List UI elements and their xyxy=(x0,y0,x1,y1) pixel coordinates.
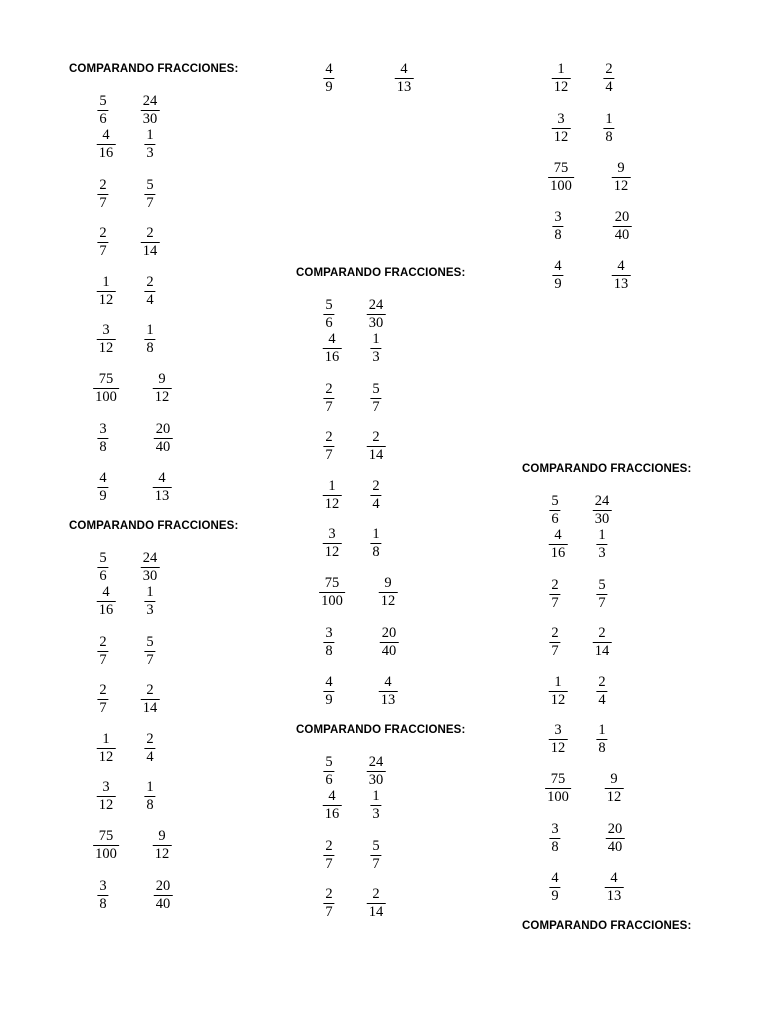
fraction xyxy=(552,112,571,145)
fraction xyxy=(97,879,108,912)
numerator: 1 xyxy=(557,61,565,77)
fraction xyxy=(141,94,160,127)
denominator: 30 xyxy=(142,568,158,584)
denominator: 13 xyxy=(154,488,170,504)
denominator: 8 xyxy=(146,797,154,813)
fraction xyxy=(549,723,568,756)
fraction xyxy=(144,585,155,618)
fraction xyxy=(323,479,342,512)
numerator: 5 xyxy=(598,577,606,593)
numerator: 2 xyxy=(99,177,107,193)
numerator: 75 xyxy=(553,160,569,176)
denominator: 6 xyxy=(99,111,107,127)
numerator: 1 xyxy=(605,111,613,127)
numerator: 4 xyxy=(99,470,107,486)
denominator: 16 xyxy=(324,806,340,822)
denominator: 16 xyxy=(324,349,340,365)
fraction xyxy=(603,112,614,145)
fraction xyxy=(97,683,108,716)
fraction xyxy=(141,683,160,716)
denominator: 14 xyxy=(142,700,158,716)
numerator: 2 xyxy=(372,478,380,494)
denominator: 8 xyxy=(325,643,333,659)
fraction xyxy=(323,839,334,872)
numerator: 2 xyxy=(598,674,606,690)
denominator: 30 xyxy=(368,772,384,788)
fraction xyxy=(154,422,173,455)
denominator: 12 xyxy=(550,692,566,708)
denominator: 12 xyxy=(154,389,170,405)
numerator: 2 xyxy=(146,225,154,241)
numerator: 5 xyxy=(325,754,333,770)
fraction xyxy=(605,871,624,904)
denominator: 3 xyxy=(146,602,154,618)
numerator: 4 xyxy=(617,258,625,274)
numerator: 75 xyxy=(550,771,566,787)
fraction xyxy=(144,275,155,308)
fraction xyxy=(549,822,560,855)
denominator: 7 xyxy=(99,195,107,211)
denominator: 9 xyxy=(325,79,333,95)
numerator: 5 xyxy=(551,493,559,509)
denominator: 3 xyxy=(372,349,380,365)
fraction xyxy=(323,675,334,708)
numerator: 3 xyxy=(325,625,333,641)
fraction xyxy=(97,780,116,813)
denominator: 7 xyxy=(99,700,107,716)
denominator: 12 xyxy=(613,178,629,194)
numerator: 3 xyxy=(99,878,107,894)
numerator: 2 xyxy=(325,838,333,854)
fraction xyxy=(552,62,571,95)
numerator: 1 xyxy=(372,526,380,542)
denominator: 9 xyxy=(551,888,559,904)
denominator: 6 xyxy=(325,772,333,788)
denominator: 14 xyxy=(368,447,384,463)
fraction xyxy=(593,494,612,527)
numerator: 3 xyxy=(102,779,110,795)
denominator: 30 xyxy=(142,111,158,127)
denominator: 7 xyxy=(99,652,107,668)
denominator: 40 xyxy=(155,439,171,455)
numerator: 2 xyxy=(325,429,333,445)
denominator: 30 xyxy=(594,511,610,527)
fraction xyxy=(367,430,386,463)
numerator: 1 xyxy=(146,779,154,795)
numerator: 9 xyxy=(610,771,618,787)
denominator: 100 xyxy=(95,846,117,862)
denominator: 14 xyxy=(594,643,610,659)
fraction xyxy=(323,430,334,463)
denominator: 12 xyxy=(606,789,622,805)
denominator: 9 xyxy=(325,692,333,708)
fraction xyxy=(367,755,386,788)
numerator: 20 xyxy=(155,421,171,437)
numerator: 2 xyxy=(325,886,333,902)
numerator: 75 xyxy=(98,828,114,844)
numerator: 2 xyxy=(146,731,154,747)
fraction xyxy=(144,128,155,161)
worksheet-heading: COMPARANDO FRACCIONES: xyxy=(296,267,466,279)
numerator: 1 xyxy=(598,722,606,738)
numerator: 4 xyxy=(551,870,559,886)
numerator: 24 xyxy=(142,550,158,566)
fraction xyxy=(370,527,381,560)
numerator: 24 xyxy=(142,93,158,109)
fraction xyxy=(323,382,334,415)
numerator: 20 xyxy=(155,878,171,894)
fraction xyxy=(370,789,381,822)
fraction xyxy=(154,879,173,912)
fraction xyxy=(370,479,381,512)
denominator: 40 xyxy=(607,839,623,855)
numerator: 1 xyxy=(328,478,336,494)
fraction xyxy=(144,732,155,765)
fraction xyxy=(141,551,160,584)
fraction xyxy=(97,551,108,584)
fraction xyxy=(552,259,563,292)
numerator: 2 xyxy=(146,274,154,290)
fraction xyxy=(323,887,334,920)
fraction xyxy=(97,323,116,356)
numerator: 4 xyxy=(102,127,110,143)
worksheet-heading: COMPARANDO FRACCIONES: xyxy=(296,724,466,736)
denominator: 100 xyxy=(321,593,343,609)
numerator: 5 xyxy=(325,297,333,313)
fraction xyxy=(596,578,607,611)
numerator: 3 xyxy=(554,209,562,225)
denominator: 14 xyxy=(142,243,158,259)
denominator: 16 xyxy=(98,145,114,161)
numerator: 5 xyxy=(99,550,107,566)
denominator: 7 xyxy=(598,595,606,611)
denominator: 7 xyxy=(325,447,333,463)
fraction xyxy=(323,527,342,560)
numerator: 4 xyxy=(102,584,110,600)
fraction xyxy=(605,772,624,805)
denominator: 16 xyxy=(550,545,566,561)
denominator: 30 xyxy=(368,315,384,331)
denominator: 100 xyxy=(547,789,569,805)
numerator: 24 xyxy=(594,493,610,509)
denominator: 8 xyxy=(99,439,107,455)
numerator: 3 xyxy=(551,821,559,837)
denominator: 3 xyxy=(598,545,606,561)
fraction xyxy=(370,839,381,872)
numerator: 2 xyxy=(99,682,107,698)
fraction xyxy=(380,626,399,659)
fraction xyxy=(97,732,116,765)
numerator: 24 xyxy=(368,297,384,313)
fraction xyxy=(93,372,119,405)
fraction xyxy=(144,635,155,668)
denominator: 9 xyxy=(554,276,562,292)
numerator: 1 xyxy=(146,584,154,600)
denominator: 13 xyxy=(613,276,629,292)
fraction xyxy=(97,275,116,308)
denominator: 40 xyxy=(155,896,171,912)
denominator: 4 xyxy=(146,749,154,765)
denominator: 12 xyxy=(324,544,340,560)
numerator: 4 xyxy=(158,470,166,486)
fraction xyxy=(549,675,568,708)
numerator: 2 xyxy=(99,225,107,241)
numerator: 75 xyxy=(324,575,340,591)
fraction xyxy=(97,226,108,259)
fraction xyxy=(596,723,607,756)
fraction xyxy=(549,578,560,611)
fraction xyxy=(548,161,574,194)
denominator: 8 xyxy=(372,544,380,560)
fraction xyxy=(97,585,116,618)
denominator: 8 xyxy=(554,227,562,243)
fraction xyxy=(323,332,342,365)
denominator: 7 xyxy=(372,856,380,872)
denominator: 6 xyxy=(551,511,559,527)
denominator: 12 xyxy=(380,593,396,609)
denominator: 7 xyxy=(146,195,154,211)
numerator: 3 xyxy=(554,722,562,738)
numerator: 4 xyxy=(325,61,333,77)
fraction xyxy=(97,94,108,127)
fraction xyxy=(367,298,386,331)
denominator: 40 xyxy=(614,227,630,243)
numerator: 9 xyxy=(158,371,166,387)
numerator: 2 xyxy=(146,682,154,698)
numerator: 4 xyxy=(554,258,562,274)
numerator: 3 xyxy=(557,111,565,127)
fraction xyxy=(144,780,155,813)
denominator: 16 xyxy=(98,602,114,618)
numerator: 5 xyxy=(146,634,154,650)
numerator: 2 xyxy=(551,577,559,593)
numerator: 3 xyxy=(102,322,110,338)
fraction xyxy=(613,210,632,243)
numerator: 3 xyxy=(99,421,107,437)
fraction xyxy=(153,372,172,405)
denominator: 7 xyxy=(325,904,333,920)
numerator: 4 xyxy=(610,870,618,886)
fraction xyxy=(97,471,108,504)
fraction xyxy=(596,675,607,708)
fraction xyxy=(552,210,563,243)
numerator: 9 xyxy=(617,160,625,176)
numerator: 9 xyxy=(158,828,166,844)
fraction xyxy=(549,494,560,527)
fraction xyxy=(606,822,625,855)
fraction xyxy=(153,829,172,862)
numerator: 4 xyxy=(400,61,408,77)
denominator: 13 xyxy=(396,79,412,95)
numerator: 5 xyxy=(99,93,107,109)
numerator: 1 xyxy=(146,127,154,143)
numerator: 2 xyxy=(551,625,559,641)
numerator: 4 xyxy=(328,331,336,347)
numerator: 5 xyxy=(372,381,380,397)
fraction xyxy=(323,626,334,659)
numerator: 4 xyxy=(554,527,562,543)
numerator: 75 xyxy=(98,371,114,387)
fraction xyxy=(319,576,345,609)
numerator: 1 xyxy=(554,674,562,690)
fraction xyxy=(549,626,560,659)
denominator: 8 xyxy=(605,129,613,145)
denominator: 12 xyxy=(553,79,569,95)
fraction xyxy=(367,887,386,920)
denominator: 7 xyxy=(551,595,559,611)
fraction xyxy=(97,422,108,455)
denominator: 100 xyxy=(95,389,117,405)
fraction xyxy=(370,332,381,365)
fraction xyxy=(549,528,568,561)
denominator: 40 xyxy=(381,643,397,659)
denominator: 8 xyxy=(99,896,107,912)
worksheet-heading: COMPARANDO FRACCIONES: xyxy=(69,520,239,532)
numerator: 4 xyxy=(384,674,392,690)
numerator: 5 xyxy=(372,838,380,854)
denominator: 100 xyxy=(550,178,572,194)
fraction xyxy=(97,128,116,161)
denominator: 4 xyxy=(598,692,606,708)
fraction xyxy=(323,298,334,331)
denominator: 14 xyxy=(368,904,384,920)
fraction xyxy=(596,528,607,561)
numerator: 20 xyxy=(607,821,623,837)
denominator: 7 xyxy=(325,399,333,415)
numerator: 20 xyxy=(614,209,630,225)
fraction xyxy=(379,576,398,609)
numerator: 20 xyxy=(381,625,397,641)
denominator: 4 xyxy=(605,79,613,95)
fraction xyxy=(144,178,155,211)
fraction xyxy=(549,871,560,904)
fraction xyxy=(97,178,108,211)
denominator: 12 xyxy=(98,797,114,813)
numerator: 2 xyxy=(372,429,380,445)
worksheet-heading: COMPARANDO FRACCIONES: xyxy=(522,463,692,475)
numerator: 24 xyxy=(368,754,384,770)
denominator: 8 xyxy=(551,839,559,855)
numerator: 1 xyxy=(372,788,380,804)
fraction xyxy=(323,755,334,788)
denominator: 4 xyxy=(372,496,380,512)
numerator: 1 xyxy=(102,274,110,290)
numerator: 2 xyxy=(605,61,613,77)
fraction xyxy=(395,62,414,95)
denominator: 7 xyxy=(551,643,559,659)
denominator: 12 xyxy=(550,740,566,756)
denominator: 13 xyxy=(380,692,396,708)
denominator: 7 xyxy=(325,856,333,872)
fraction xyxy=(93,829,119,862)
numerator: 3 xyxy=(328,526,336,542)
fraction xyxy=(323,62,334,95)
fraction xyxy=(141,226,160,259)
numerator: 2 xyxy=(99,634,107,650)
denominator: 6 xyxy=(325,315,333,331)
denominator: 12 xyxy=(324,496,340,512)
denominator: 6 xyxy=(99,568,107,584)
denominator: 7 xyxy=(146,652,154,668)
fraction xyxy=(545,772,571,805)
fraction xyxy=(153,471,172,504)
fraction xyxy=(612,161,631,194)
denominator: 8 xyxy=(598,740,606,756)
denominator: 7 xyxy=(372,399,380,415)
fraction xyxy=(612,259,631,292)
denominator: 12 xyxy=(98,292,114,308)
numerator: 4 xyxy=(325,674,333,690)
fraction xyxy=(144,323,155,356)
denominator: 3 xyxy=(146,145,154,161)
numerator: 2 xyxy=(598,625,606,641)
fraction xyxy=(593,626,612,659)
denominator: 9 xyxy=(99,488,107,504)
denominator: 13 xyxy=(606,888,622,904)
numerator: 5 xyxy=(146,177,154,193)
denominator: 4 xyxy=(146,292,154,308)
numerator: 2 xyxy=(372,886,380,902)
numerator: 1 xyxy=(598,527,606,543)
denominator: 12 xyxy=(98,749,114,765)
denominator: 3 xyxy=(372,806,380,822)
denominator: 7 xyxy=(99,243,107,259)
fraction xyxy=(97,635,108,668)
denominator: 12 xyxy=(553,129,569,145)
fraction xyxy=(370,382,381,415)
worksheet-heading: COMPARANDO FRACCIONES: xyxy=(522,920,692,932)
denominator: 12 xyxy=(154,846,170,862)
numerator: 2 xyxy=(325,381,333,397)
numerator: 9 xyxy=(384,575,392,591)
denominator: 8 xyxy=(146,340,154,356)
fraction xyxy=(603,62,614,95)
denominator: 12 xyxy=(98,340,114,356)
numerator: 4 xyxy=(328,788,336,804)
fraction xyxy=(323,789,342,822)
fraction xyxy=(379,675,398,708)
numerator: 1 xyxy=(146,322,154,338)
numerator: 1 xyxy=(372,331,380,347)
numerator: 1 xyxy=(102,731,110,747)
worksheet-heading: COMPARANDO FRACCIONES: xyxy=(69,63,239,75)
